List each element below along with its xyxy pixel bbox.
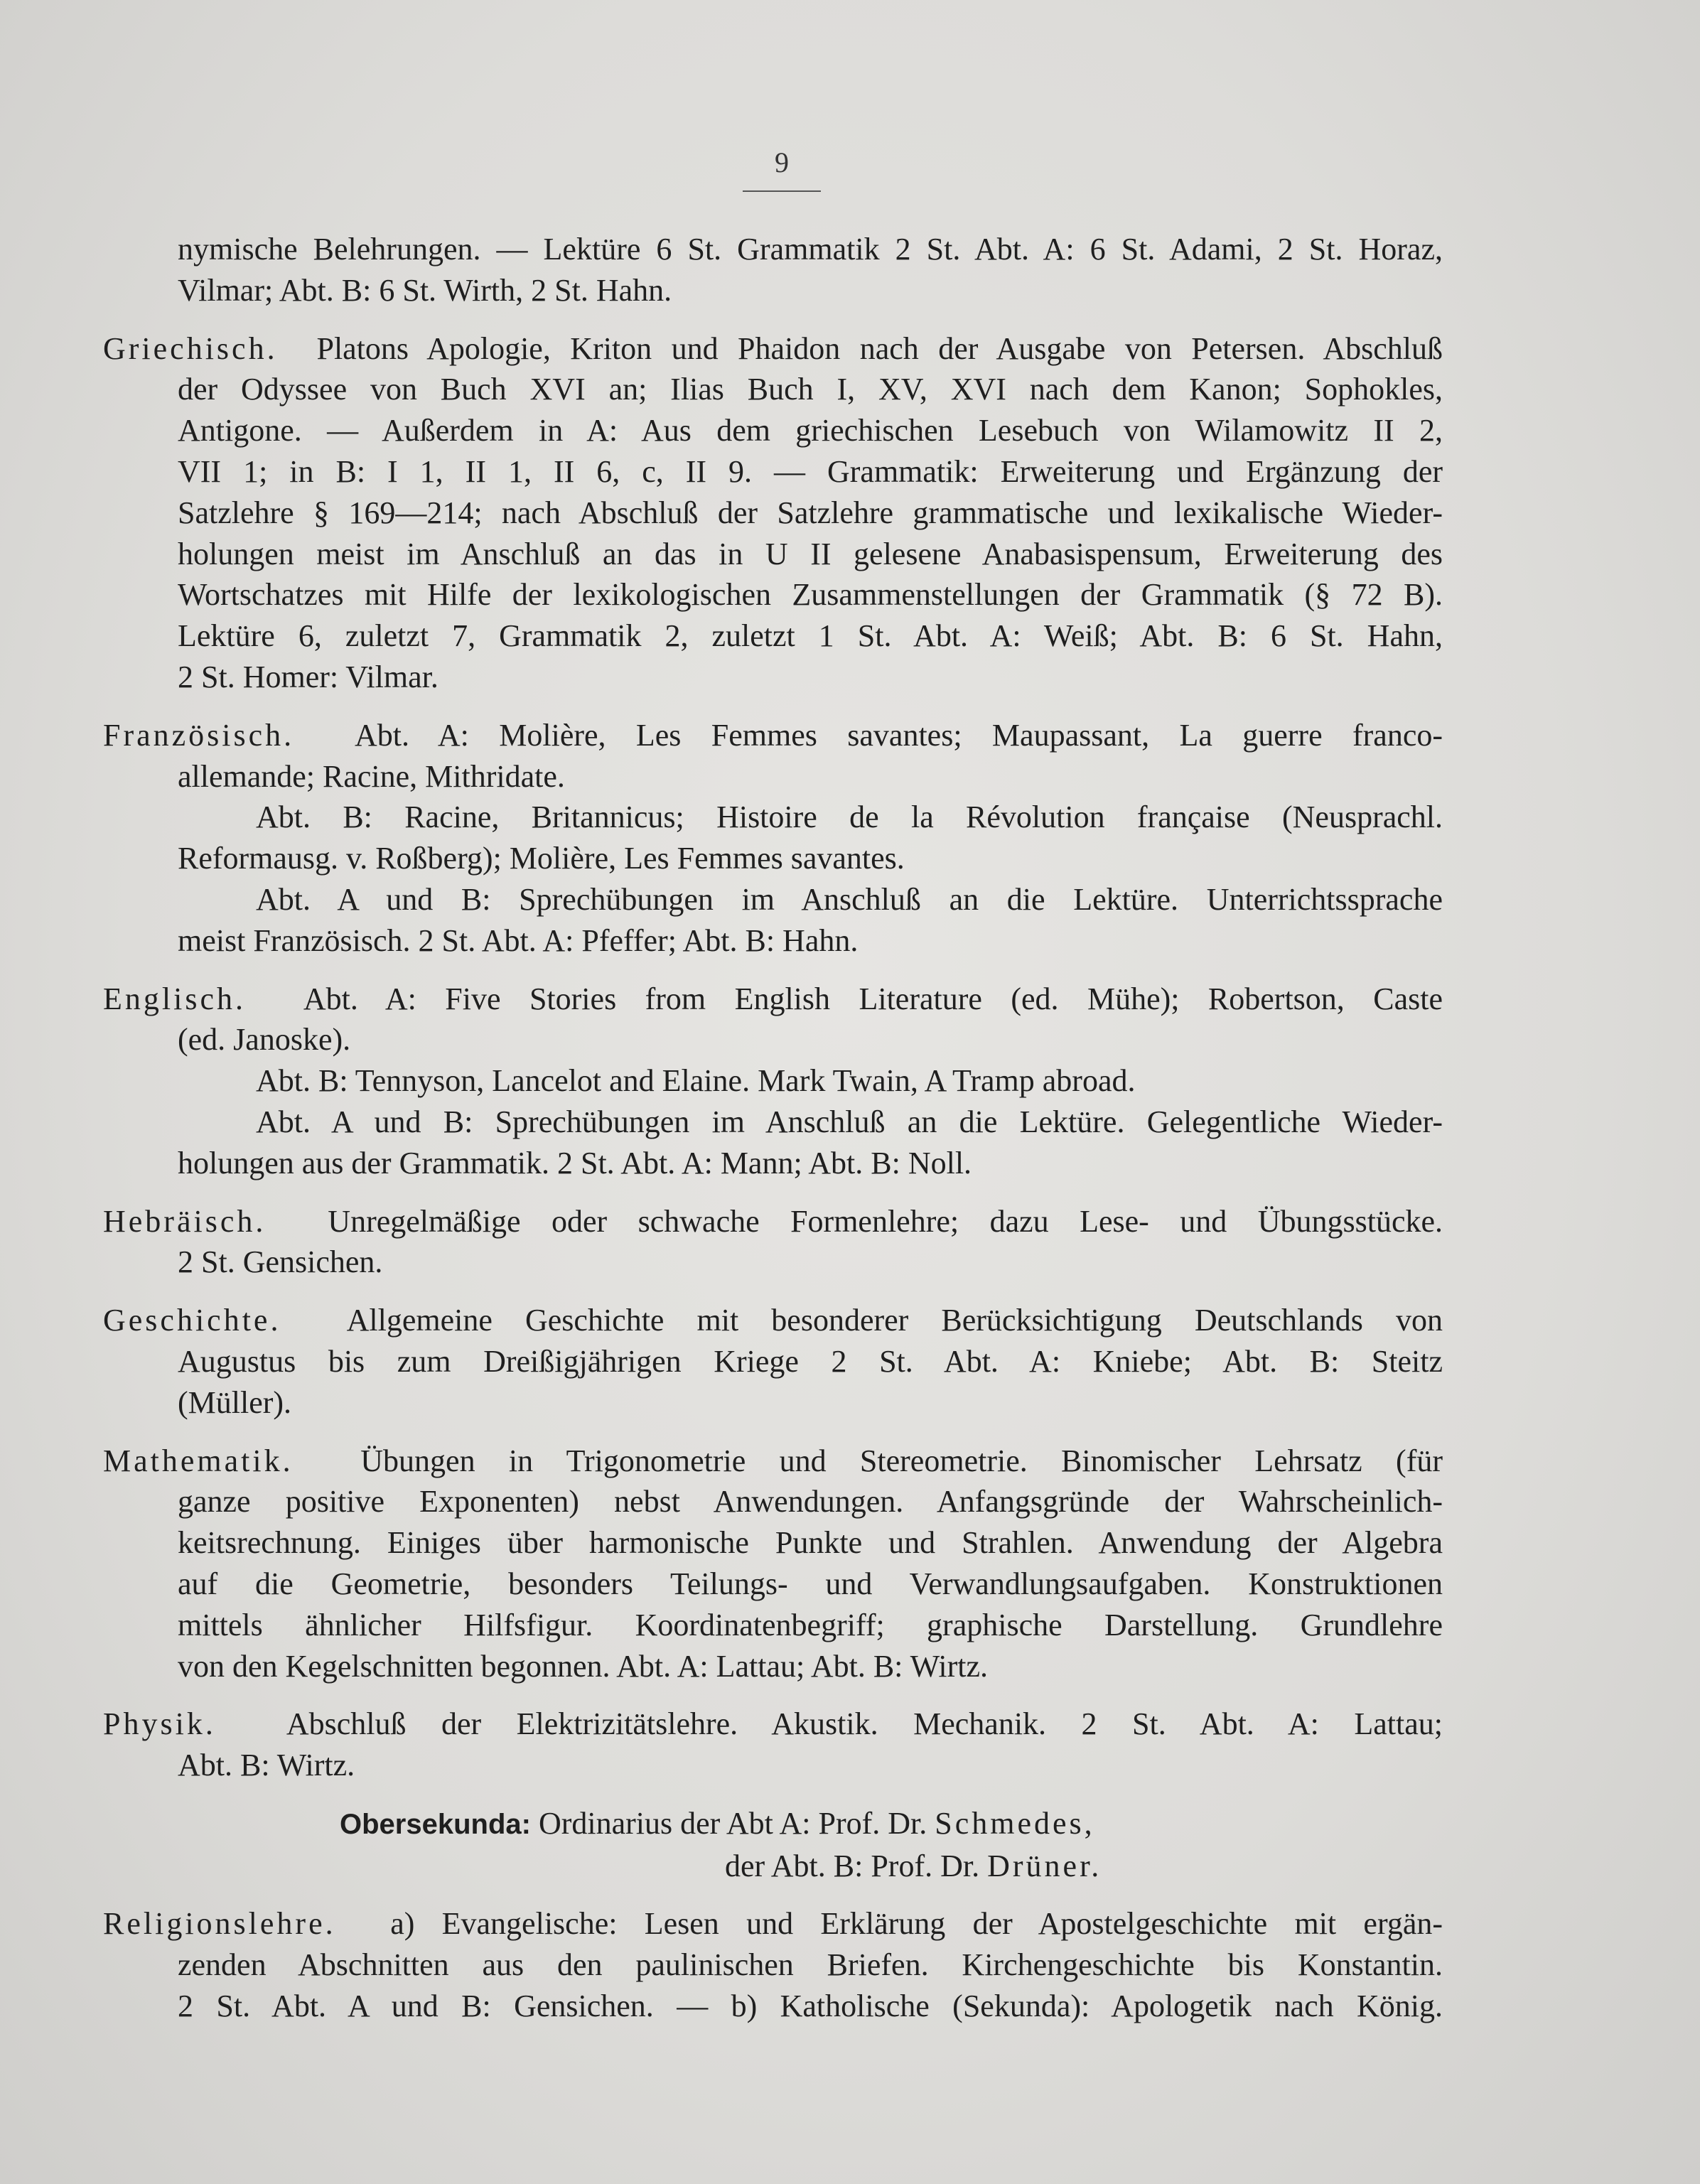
paragraph-intro bbox=[103, 229, 1443, 311]
text-line: a) Evangelische: Lesen und Erklärung der Apostelgeschichte mit ergän- bbox=[390, 1906, 1443, 1942]
text-line: Satzlehre § 169—214; nach Abschluß der Satzlehre grammatische und lexikalische Wieder- bbox=[178, 495, 1443, 530]
text-line: 2 St. Homer: Vilmar. bbox=[178, 659, 439, 694]
text-line: Unregelmäßige oder schwache Formenlehre; dazu Lese- und Übungsstücke. bbox=[328, 1203, 1443, 1239]
text-line: Augustus bis zum Dreißigjährigen Kriege 2 St. Abt. A: Kniebe; Abt. B: Steitz bbox=[178, 1343, 1443, 1379]
text-line: (ed. Janoske). bbox=[178, 1022, 351, 1058]
ordinarius-a-prefix: Ordinarius der Abt A: Prof. Dr. bbox=[538, 1805, 927, 1841]
section-geschichte bbox=[103, 1300, 1443, 1423]
text-line: Abt. B: Tennyson, Lancelot and Elaine. Mark Twain, A Tramp abroad. bbox=[256, 1063, 1136, 1099]
section-franzoesisch bbox=[103, 715, 1443, 962]
section-mathematik bbox=[103, 1441, 1443, 1687]
text-line: der Odyssee von Buch XVI an; Ilias Buch I, XV, XVI nach dem Kanon; Sophokles, bbox=[178, 372, 1443, 407]
text-line: VII 1; in B: I 1, II 1, II 6, c, II 9. — Grammatik: Erweiterung und Ergänzung der bbox=[178, 453, 1443, 489]
class-title: Obersekunda: bbox=[340, 1808, 531, 1840]
text-line: Lektüre 6, zuletzt 7, Grammatik 2, zuletzt 1 St. Abt. A: Weiß; Abt. B: 6 St. Hahn, bbox=[178, 618, 1443, 654]
text-line: allemande; Racine, Mithridate. bbox=[178, 758, 565, 794]
subject-label: Französisch. bbox=[103, 717, 295, 753]
ordinarius-b-name: Drüner. bbox=[987, 1848, 1102, 1883]
section-englisch bbox=[103, 979, 1443, 1184]
section-religionslehre bbox=[103, 1903, 1443, 2026]
text-line: Abt. A: Molière, Les Femmes savantes; Maupassant, La guerre franco- bbox=[354, 717, 1443, 753]
section-griechisch bbox=[103, 328, 1443, 698]
subject-label: Griechisch. bbox=[103, 330, 278, 366]
text-line: Abt. B: Wirtz. bbox=[178, 1748, 355, 1783]
subject-label: Hebräisch. bbox=[103, 1203, 267, 1239]
text-line: 2 St. Gensichen. bbox=[178, 1244, 383, 1280]
page-number-rule bbox=[743, 190, 821, 192]
text-line: Platons Apologie, Kriton und Phaidon nach der Ausgabe von Petersen. Abschluß bbox=[316, 330, 1443, 366]
text-line: auf die Geometrie, besonders Teilungs- und Verwandlungsaufgaben. Konstruktionen bbox=[178, 1566, 1443, 1601]
ordinarius-a-name: Schmedes, bbox=[935, 1805, 1095, 1841]
section-hebraeisch bbox=[103, 1201, 1443, 1284]
text-line: Antigone. — Außerdem in A: Aus dem griechischen Lesebuch von Wilamowitz II 2, bbox=[178, 413, 1443, 448]
subject-label: Religionslehre. bbox=[103, 1906, 336, 1942]
section-physik bbox=[103, 1704, 1443, 1786]
text-line: ganze positive Exponenten) nebst Anwendungen. Anfangsgründe der Wahrscheinlich- bbox=[178, 1484, 1443, 1519]
text-line: Wortschatzes mit Hilfe der lexikologischen Zusammenstellungen der Grammatik (§ 72 B). bbox=[178, 577, 1443, 613]
text-line: Abschluß der Elektrizitätslehre. Akustik. Mechanik. 2 St. Abt. A: Lattau; bbox=[286, 1706, 1443, 1742]
subject-label: Mathematik. bbox=[103, 1443, 294, 1478]
text-line: Vilmar; Abt. B: 6 St. Wirth, 2 St. Hahn. bbox=[178, 272, 672, 308]
subject-label: Geschichte. bbox=[103, 1303, 281, 1338]
text-line: Allgemeine Geschichte mit besonderer Berücksichtigung Deutschlands von bbox=[346, 1303, 1443, 1338]
ordinarius-b-prefix: der Abt. B: Prof. Dr. bbox=[725, 1848, 980, 1883]
text-line: (Müller). bbox=[178, 1384, 292, 1420]
text-line: Abt. A und B: Sprechübungen im Anschluß an die Lektüre. Gelegentliche Wieder- bbox=[256, 1104, 1443, 1139]
text-line: 2 St. Abt. A und B: Gensichen. — b) Katholische (Sekunda): Apologetik nach König. bbox=[178, 1989, 1443, 2024]
text-line: nymische Belehrungen. — Lektüre 6 St. Grammatik 2 St. Abt. A: 6 St. Adami, 2 St. Horaz, bbox=[178, 232, 1443, 267]
subject-label: Physik. bbox=[103, 1706, 216, 1742]
text-line: holungen meist im Anschluß an das in U II gelesene Anabasispensum, Erweiterung des bbox=[178, 536, 1443, 571]
page-number: 9 bbox=[775, 146, 789, 178]
text-line: von den Kegelschnitten begonnen. Abt. A: Lattau; Abt. B: Wirtz. bbox=[178, 1648, 989, 1684]
text-line: keitsrechnung. Einiges über harmonische Punkte und Strahlen. Anwendung der Algebra bbox=[178, 1525, 1443, 1561]
text-line: mittels ähnlicher Hilfsfigur. Koordinatenbegriff; graphische Darstellung. Grundlehre bbox=[178, 1607, 1443, 1642]
class-heading-obersekunda bbox=[103, 1803, 1443, 1887]
text-line: holungen aus der Grammatik. 2 St. Abt. A: Mann; Abt. B: Noll. bbox=[178, 1145, 972, 1180]
text-line: Abt. B: Racine, Britannicus; Histoire de la Révolution française (Neusprachl. bbox=[256, 800, 1443, 835]
page-body bbox=[103, 229, 1443, 2027]
text-line: Abt. A und B: Sprechübungen im Anschluß an die Lektüre. Unterrichtssprache bbox=[256, 881, 1443, 917]
text-line: Reformausg. v. Roßberg); Molière, Les Femmes savantes. bbox=[178, 841, 905, 876]
subject-label: Englisch. bbox=[103, 981, 246, 1016]
text-line: Abt. A: Five Stories from English Literature (ed. Mühe); Robertson, Caste bbox=[303, 981, 1443, 1016]
text-line: meist Französisch. 2 St. Abt. A: Pfeffer; Abt. B: Hahn. bbox=[178, 922, 859, 958]
text-line: zenden Abschnitten aus den paulinischen Briefen. Kirchengeschichte bis Konstantin. bbox=[178, 1947, 1443, 1983]
text-line: Übungen in Trigonometrie und Stereometrie. Binomischer Lehrsatz (für bbox=[360, 1443, 1443, 1478]
